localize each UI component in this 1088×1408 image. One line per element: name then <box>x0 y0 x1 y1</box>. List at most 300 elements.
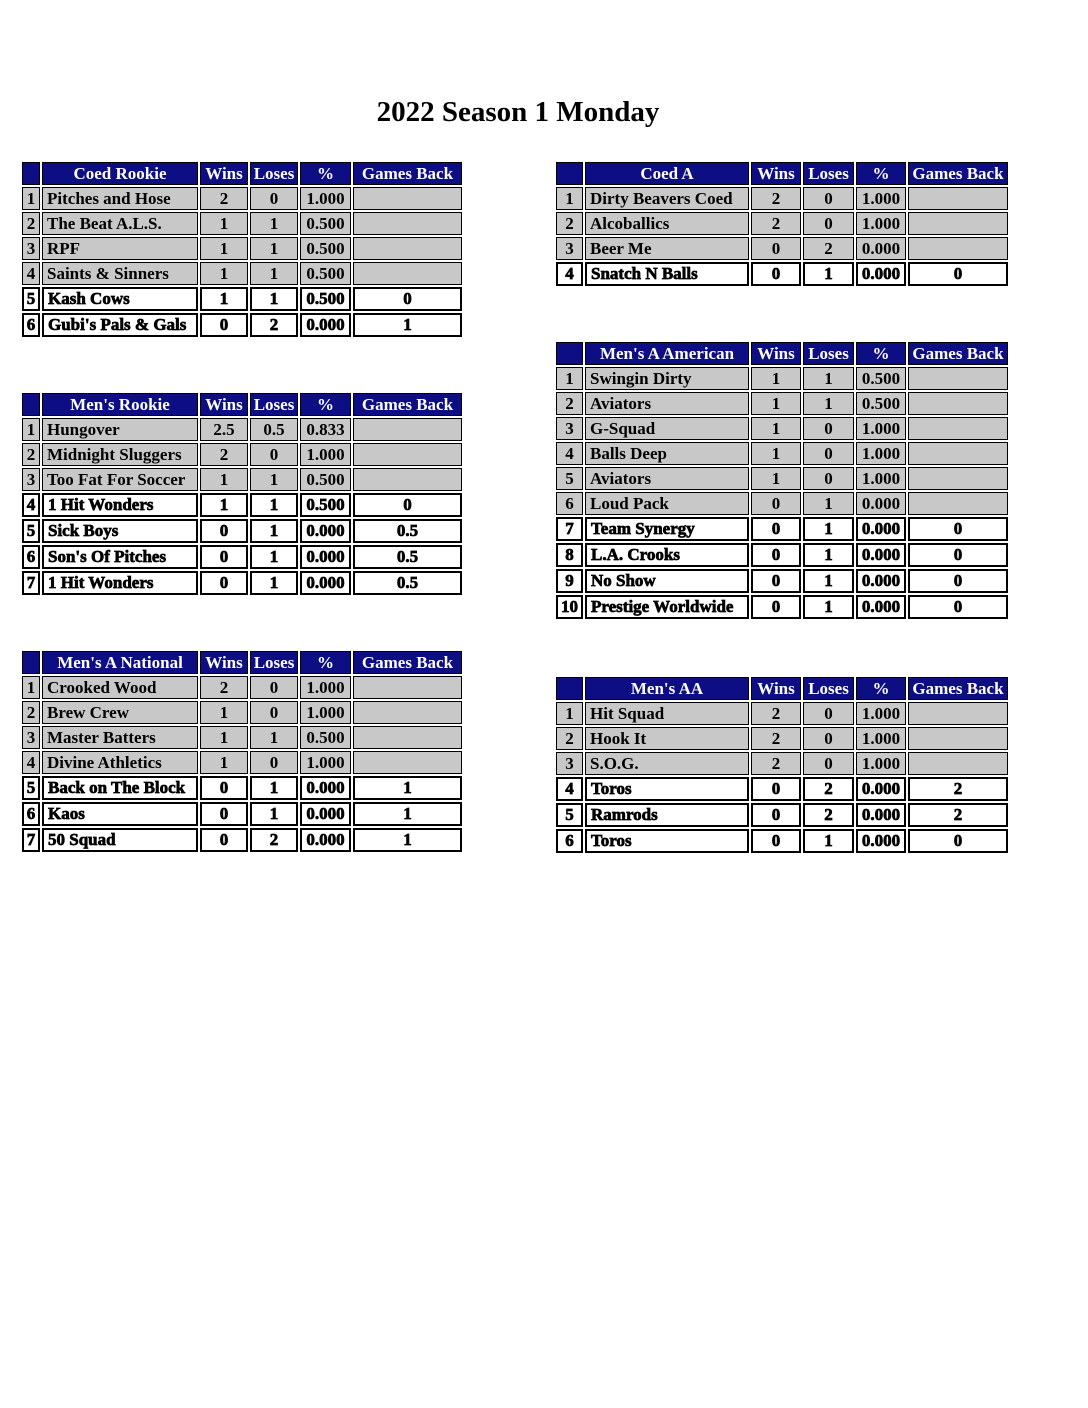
loses-cell: 0 <box>803 417 854 440</box>
rank-cell: 3 <box>556 237 583 260</box>
games-back-cell <box>908 752 1008 775</box>
rank-cell: 7 <box>22 828 40 852</box>
rank-column-header <box>556 677 583 700</box>
wins-cell: 0 <box>751 803 801 827</box>
loses-cell: 2 <box>803 777 854 801</box>
loses-cell: 0 <box>250 751 298 774</box>
rank-cell: 3 <box>556 417 583 440</box>
games-back-cell: 0.5 <box>353 545 462 569</box>
team-name-cell: Ramrods <box>585 803 749 827</box>
table-row <box>556 467 1008 490</box>
pct-cell: 0.000 <box>856 517 906 541</box>
games-back-cell <box>908 237 1008 260</box>
rank-cell: 2 <box>22 701 40 724</box>
wins-cell: 0 <box>200 776 248 800</box>
table-row <box>22 676 462 699</box>
loses-cell: 0 <box>803 752 854 775</box>
team-name-cell: Alcoballics <box>585 212 749 235</box>
loses-cell: 0 <box>250 443 298 466</box>
pct-cell: 0.500 <box>856 392 906 415</box>
rank-cell: 4 <box>556 777 583 801</box>
table-row <box>22 493 462 517</box>
loses-cell: 1 <box>803 392 854 415</box>
standings-table-coed-a <box>554 160 1010 288</box>
games-back-cell: 0 <box>908 569 1008 593</box>
division-name-header: Men's Rookie <box>42 393 198 416</box>
table-row <box>22 519 462 543</box>
wins-cell: 1 <box>200 751 248 774</box>
wins-cell: 0 <box>200 545 248 569</box>
wins-cell: 0 <box>200 313 248 337</box>
table-row <box>22 726 462 749</box>
pct-cell: 0.000 <box>856 829 906 853</box>
games-back-cell <box>353 187 462 210</box>
pct-cell: 0.500 <box>300 262 351 285</box>
standings-table <box>554 160 1010 288</box>
rank-cell: 3 <box>556 752 583 775</box>
wins-cell: 1 <box>200 287 248 311</box>
loses-cell: 0 <box>803 727 854 750</box>
team-name-cell: 1 Hit Wonders <box>42 571 198 595</box>
wins-cell: 0 <box>751 262 801 286</box>
team-name-cell: RPF <box>42 237 198 260</box>
loses-cell: 1 <box>250 519 298 543</box>
table-row <box>556 595 1008 619</box>
rank-column-header <box>556 342 583 365</box>
pct-cell: 1.000 <box>856 187 906 210</box>
team-name-cell: Divine Athletics <box>42 751 198 774</box>
games-back-cell <box>908 727 1008 750</box>
pct-cell: 1.000 <box>300 187 351 210</box>
rank-cell: 2 <box>22 443 40 466</box>
pct-cell: 0.000 <box>856 543 906 567</box>
team-name-cell: Son's Of Pitches <box>42 545 198 569</box>
rank-column-header <box>22 651 40 674</box>
games-back-cell: 0 <box>908 829 1008 853</box>
pct-cell: 1.000 <box>856 752 906 775</box>
wins-header: Wins <box>751 162 801 185</box>
rank-column-header <box>556 162 583 185</box>
rank-cell: 3 <box>22 237 40 260</box>
games-back-cell: 1 <box>353 776 462 800</box>
pct-cell: 1.000 <box>856 212 906 235</box>
wins-cell: 0 <box>200 802 248 826</box>
pct-cell: 1.000 <box>856 442 906 465</box>
games-back-cell <box>908 702 1008 725</box>
loses-cell: 0 <box>803 187 854 210</box>
table-row <box>556 702 1008 725</box>
loses-cell: 0 <box>250 187 298 210</box>
team-name-cell: Loud Pack <box>585 492 749 515</box>
rank-cell: 1 <box>556 367 583 390</box>
games-back-cell: 0 <box>908 595 1008 619</box>
wins-cell: 1 <box>200 468 248 491</box>
wins-cell: 0 <box>751 569 801 593</box>
loses-cell: 1 <box>803 543 854 567</box>
team-name-cell: Swingin Dirty <box>585 367 749 390</box>
pct-header: % <box>856 342 906 365</box>
wins-header: Wins <box>200 651 248 674</box>
header-row <box>22 162 462 185</box>
wins-header: Wins <box>751 677 801 700</box>
division-name-header: Men's A American <box>585 342 749 365</box>
table-row <box>556 442 1008 465</box>
games-back-header: Games Back <box>353 393 462 416</box>
pct-header: % <box>300 162 351 185</box>
loses-header: Loses <box>803 342 854 365</box>
games-back-cell: 0 <box>353 493 462 517</box>
header-row <box>556 677 1008 700</box>
table-row <box>22 545 462 569</box>
wins-cell: 2 <box>751 187 801 210</box>
division-name-header: Men's AA <box>585 677 749 700</box>
header-row <box>556 342 1008 365</box>
pct-cell: 1.000 <box>856 417 906 440</box>
loses-cell: 2 <box>250 828 298 852</box>
wins-cell: 2 <box>200 676 248 699</box>
team-name-cell: Aviators <box>585 392 749 415</box>
team-name-cell: The Beat A.L.S. <box>42 212 198 235</box>
standings-table-mens-a-american <box>554 340 1010 621</box>
table-row <box>556 262 1008 286</box>
pct-header: % <box>856 162 906 185</box>
rank-cell: 1 <box>556 187 583 210</box>
games-back-cell <box>908 367 1008 390</box>
wins-cell: 1 <box>200 493 248 517</box>
team-name-cell: Beer Me <box>585 237 749 260</box>
team-name-cell: Prestige Worldwide <box>585 595 749 619</box>
rank-cell: 8 <box>556 543 583 567</box>
loses-cell: 1 <box>803 595 854 619</box>
pct-header: % <box>300 651 351 674</box>
games-back-cell <box>353 443 462 466</box>
games-back-cell <box>908 187 1008 210</box>
team-name-cell: L.A. Crooks <box>585 543 749 567</box>
table-row <box>22 443 462 466</box>
games-back-cell: 1 <box>353 802 462 826</box>
pct-cell: 0.000 <box>300 571 351 595</box>
team-name-cell: Brew Crew <box>42 701 198 724</box>
games-back-cell: 0 <box>353 287 462 311</box>
games-back-cell <box>353 701 462 724</box>
loses-cell: 2 <box>803 237 854 260</box>
loses-cell: 1 <box>250 468 298 491</box>
wins-cell: 0 <box>200 571 248 595</box>
pct-cell: 0.000 <box>856 569 906 593</box>
wins-cell: 1 <box>751 392 801 415</box>
loses-cell: 1 <box>250 287 298 311</box>
wins-cell: 0 <box>751 829 801 853</box>
pct-cell: 0.000 <box>856 237 906 260</box>
table-row <box>556 392 1008 415</box>
pct-cell: 0.500 <box>300 287 351 311</box>
wins-cell: 0 <box>751 237 801 260</box>
loses-cell: 1 <box>250 571 298 595</box>
games-back-cell <box>353 418 462 441</box>
standings-table-mens-a-national <box>20 649 464 854</box>
wins-cell: 2 <box>751 702 801 725</box>
division-name-header: Men's A National <box>42 651 198 674</box>
loses-cell: 1 <box>250 802 298 826</box>
pct-cell: 0.000 <box>300 828 351 852</box>
games-back-header: Games Back <box>908 342 1008 365</box>
wins-cell: 0 <box>751 517 801 541</box>
games-back-cell <box>353 726 462 749</box>
rank-cell: 4 <box>22 262 40 285</box>
loses-header: Loses <box>250 162 298 185</box>
games-back-cell <box>908 492 1008 515</box>
pct-cell: 0.500 <box>856 367 906 390</box>
rank-column-header <box>22 393 40 416</box>
table-row <box>22 802 462 826</box>
table-row <box>22 571 462 595</box>
team-name-cell: Back on The Block <box>42 776 198 800</box>
pct-cell: 1.000 <box>300 676 351 699</box>
team-name-cell: 1 Hit Wonders <box>42 493 198 517</box>
games-back-cell <box>908 442 1008 465</box>
rank-cell: 10 <box>556 595 583 619</box>
table-row <box>22 212 462 235</box>
games-back-header: Games Back <box>353 162 462 185</box>
loses-cell: 1 <box>250 726 298 749</box>
rank-cell: 1 <box>556 702 583 725</box>
team-name-cell: G-Squad <box>585 417 749 440</box>
table-row <box>22 287 462 311</box>
rank-cell: 5 <box>22 287 40 311</box>
loses-cell: 1 <box>250 262 298 285</box>
pct-header: % <box>856 677 906 700</box>
wins-cell: 1 <box>751 417 801 440</box>
table-row <box>22 701 462 724</box>
pct-cell: 0.500 <box>300 726 351 749</box>
division-name-header: Coed Rookie <box>42 162 198 185</box>
wins-cell: 2.5 <box>200 418 248 441</box>
rank-cell: 4 <box>22 493 40 517</box>
table-row <box>556 417 1008 440</box>
wins-cell: 2 <box>200 187 248 210</box>
table-row <box>556 569 1008 593</box>
wins-cell: 1 <box>200 262 248 285</box>
pct-cell: 0.000 <box>856 262 906 286</box>
rank-cell: 3 <box>22 468 40 491</box>
loses-cell: 1 <box>803 367 854 390</box>
rank-cell: 4 <box>556 262 583 286</box>
games-back-cell <box>353 262 462 285</box>
team-name-cell: Toros <box>585 829 749 853</box>
team-name-cell: Kash Cows <box>42 287 198 311</box>
standings-table-mens-aa <box>554 675 1010 855</box>
games-back-cell <box>353 237 462 260</box>
team-name-cell: Aviators <box>585 467 749 490</box>
loses-cell: 1 <box>803 829 854 853</box>
rank-cell: 5 <box>22 519 40 543</box>
team-name-cell: Saints & Sinners <box>42 262 198 285</box>
team-name-cell: S.O.G. <box>585 752 749 775</box>
pct-cell: 0.000 <box>856 595 906 619</box>
games-back-cell: 2 <box>908 777 1008 801</box>
header-row <box>22 393 462 416</box>
table-row <box>556 752 1008 775</box>
standings-table <box>20 160 464 339</box>
loses-cell: 1 <box>803 492 854 515</box>
rank-cell: 6 <box>556 492 583 515</box>
table-row <box>556 367 1008 390</box>
wins-cell: 0 <box>751 543 801 567</box>
division-name-header: Coed A <box>585 162 749 185</box>
table-row <box>22 418 462 441</box>
team-name-cell: Toros <box>585 777 749 801</box>
pct-cell: 0.000 <box>300 313 351 337</box>
rank-cell: 2 <box>556 212 583 235</box>
loses-cell: 0 <box>803 467 854 490</box>
table-row <box>556 803 1008 827</box>
games-back-cell: 0 <box>908 262 1008 286</box>
team-name-cell: Hit Squad <box>585 702 749 725</box>
games-back-cell <box>353 676 462 699</box>
loses-cell: 0 <box>250 676 298 699</box>
loses-cell: 0 <box>803 442 854 465</box>
standings-table <box>554 675 1010 855</box>
games-back-cell <box>908 467 1008 490</box>
games-back-cell <box>353 212 462 235</box>
rank-cell: 5 <box>556 467 583 490</box>
table-row <box>22 751 462 774</box>
games-back-cell <box>908 417 1008 440</box>
pct-cell: 0.000 <box>300 545 351 569</box>
team-name-cell: Hook It <box>585 727 749 750</box>
loses-header: Loses <box>803 162 854 185</box>
standings-table-mens-rookie <box>20 391 464 597</box>
pct-cell: 0.833 <box>300 418 351 441</box>
loses-cell: 0.5 <box>250 418 298 441</box>
rank-cell: 5 <box>22 776 40 800</box>
team-name-cell: Dirty Beavers Coed <box>585 187 749 210</box>
wins-cell: 1 <box>751 367 801 390</box>
wins-cell: 2 <box>751 752 801 775</box>
table-row <box>22 468 462 491</box>
wins-cell: 1 <box>751 467 801 490</box>
loses-cell: 1 <box>250 545 298 569</box>
team-name-cell: Hungover <box>42 418 198 441</box>
table-row <box>556 727 1008 750</box>
loses-cell: 2 <box>250 313 298 337</box>
wins-cell: 1 <box>200 726 248 749</box>
pct-cell: 0.000 <box>856 803 906 827</box>
standings-table <box>554 340 1010 621</box>
table-row <box>556 777 1008 801</box>
pct-cell: 0.000 <box>300 776 351 800</box>
pct-cell: 1.000 <box>300 701 351 724</box>
table-row <box>556 212 1008 235</box>
wins-cell: 2 <box>751 212 801 235</box>
page-title: 2022 Season 1 Monday <box>376 96 660 128</box>
loses-header: Loses <box>250 651 298 674</box>
table-row <box>22 313 462 337</box>
standings-table <box>20 649 464 854</box>
wins-cell: 0 <box>751 492 801 515</box>
wins-cell: 0 <box>200 519 248 543</box>
wins-cell: 2 <box>200 443 248 466</box>
loses-cell: 1 <box>803 262 854 286</box>
wins-cell: 0 <box>751 777 801 801</box>
pct-cell: 0.000 <box>856 492 906 515</box>
rank-cell: 7 <box>556 517 583 541</box>
rank-cell: 1 <box>22 676 40 699</box>
rank-cell: 1 <box>22 187 40 210</box>
team-name-cell: Team Synergy <box>585 517 749 541</box>
rank-cell: 6 <box>22 545 40 569</box>
table-row <box>22 262 462 285</box>
loses-cell: 0 <box>803 212 854 235</box>
games-back-header: Games Back <box>353 651 462 674</box>
pct-cell: 1.000 <box>300 443 351 466</box>
games-back-cell: 0 <box>908 543 1008 567</box>
wins-cell: 0 <box>751 595 801 619</box>
loses-cell: 0 <box>250 701 298 724</box>
table-row <box>556 187 1008 210</box>
team-name-cell: No Show <box>585 569 749 593</box>
pct-cell: 0.000 <box>856 777 906 801</box>
games-back-header: Games Back <box>908 677 1008 700</box>
wins-cell: 2 <box>751 727 801 750</box>
pct-cell: 1.000 <box>856 702 906 725</box>
games-back-cell <box>353 468 462 491</box>
loses-cell: 1 <box>250 237 298 260</box>
wins-cell: 1 <box>200 701 248 724</box>
games-back-header: Games Back <box>908 162 1008 185</box>
rank-cell: 6 <box>556 829 583 853</box>
loses-header: Loses <box>250 393 298 416</box>
table-row <box>22 187 462 210</box>
loses-cell: 1 <box>250 776 298 800</box>
pct-cell: 1.000 <box>856 467 906 490</box>
games-back-cell <box>353 751 462 774</box>
pct-cell: 1.000 <box>300 751 351 774</box>
team-name-cell: Midnight Sluggers <box>42 443 198 466</box>
wins-header: Wins <box>751 342 801 365</box>
games-back-cell <box>908 212 1008 235</box>
rank-cell: 2 <box>556 392 583 415</box>
loses-cell: 0 <box>803 702 854 725</box>
team-name-cell: 50 Squad <box>42 828 198 852</box>
team-name-cell: Gubi's Pals & Gals <box>42 313 198 337</box>
pct-cell: 1.000 <box>856 727 906 750</box>
games-back-cell: 1 <box>353 313 462 337</box>
rank-cell: 5 <box>556 803 583 827</box>
table-row <box>556 543 1008 567</box>
team-name-cell: Too Fat For Soccer <box>42 468 198 491</box>
rank-cell: 7 <box>22 571 40 595</box>
team-name-cell: Kaos <box>42 802 198 826</box>
table-row <box>22 776 462 800</box>
table-row <box>556 492 1008 515</box>
pct-cell: 0.000 <box>300 802 351 826</box>
games-back-cell: 0.5 <box>353 571 462 595</box>
games-back-cell: 0.5 <box>353 519 462 543</box>
team-name-cell: Pitches and Hose <box>42 187 198 210</box>
standings-table <box>20 391 464 597</box>
rank-cell: 9 <box>556 569 583 593</box>
pct-cell: 0.500 <box>300 468 351 491</box>
rank-cell: 2 <box>556 727 583 750</box>
team-name-cell: Crooked Wood <box>42 676 198 699</box>
rank-cell: 2 <box>22 212 40 235</box>
games-back-cell <box>908 392 1008 415</box>
loses-cell: 1 <box>803 517 854 541</box>
games-back-cell: 2 <box>908 803 1008 827</box>
rank-cell: 4 <box>556 442 583 465</box>
wins-cell: 1 <box>200 237 248 260</box>
